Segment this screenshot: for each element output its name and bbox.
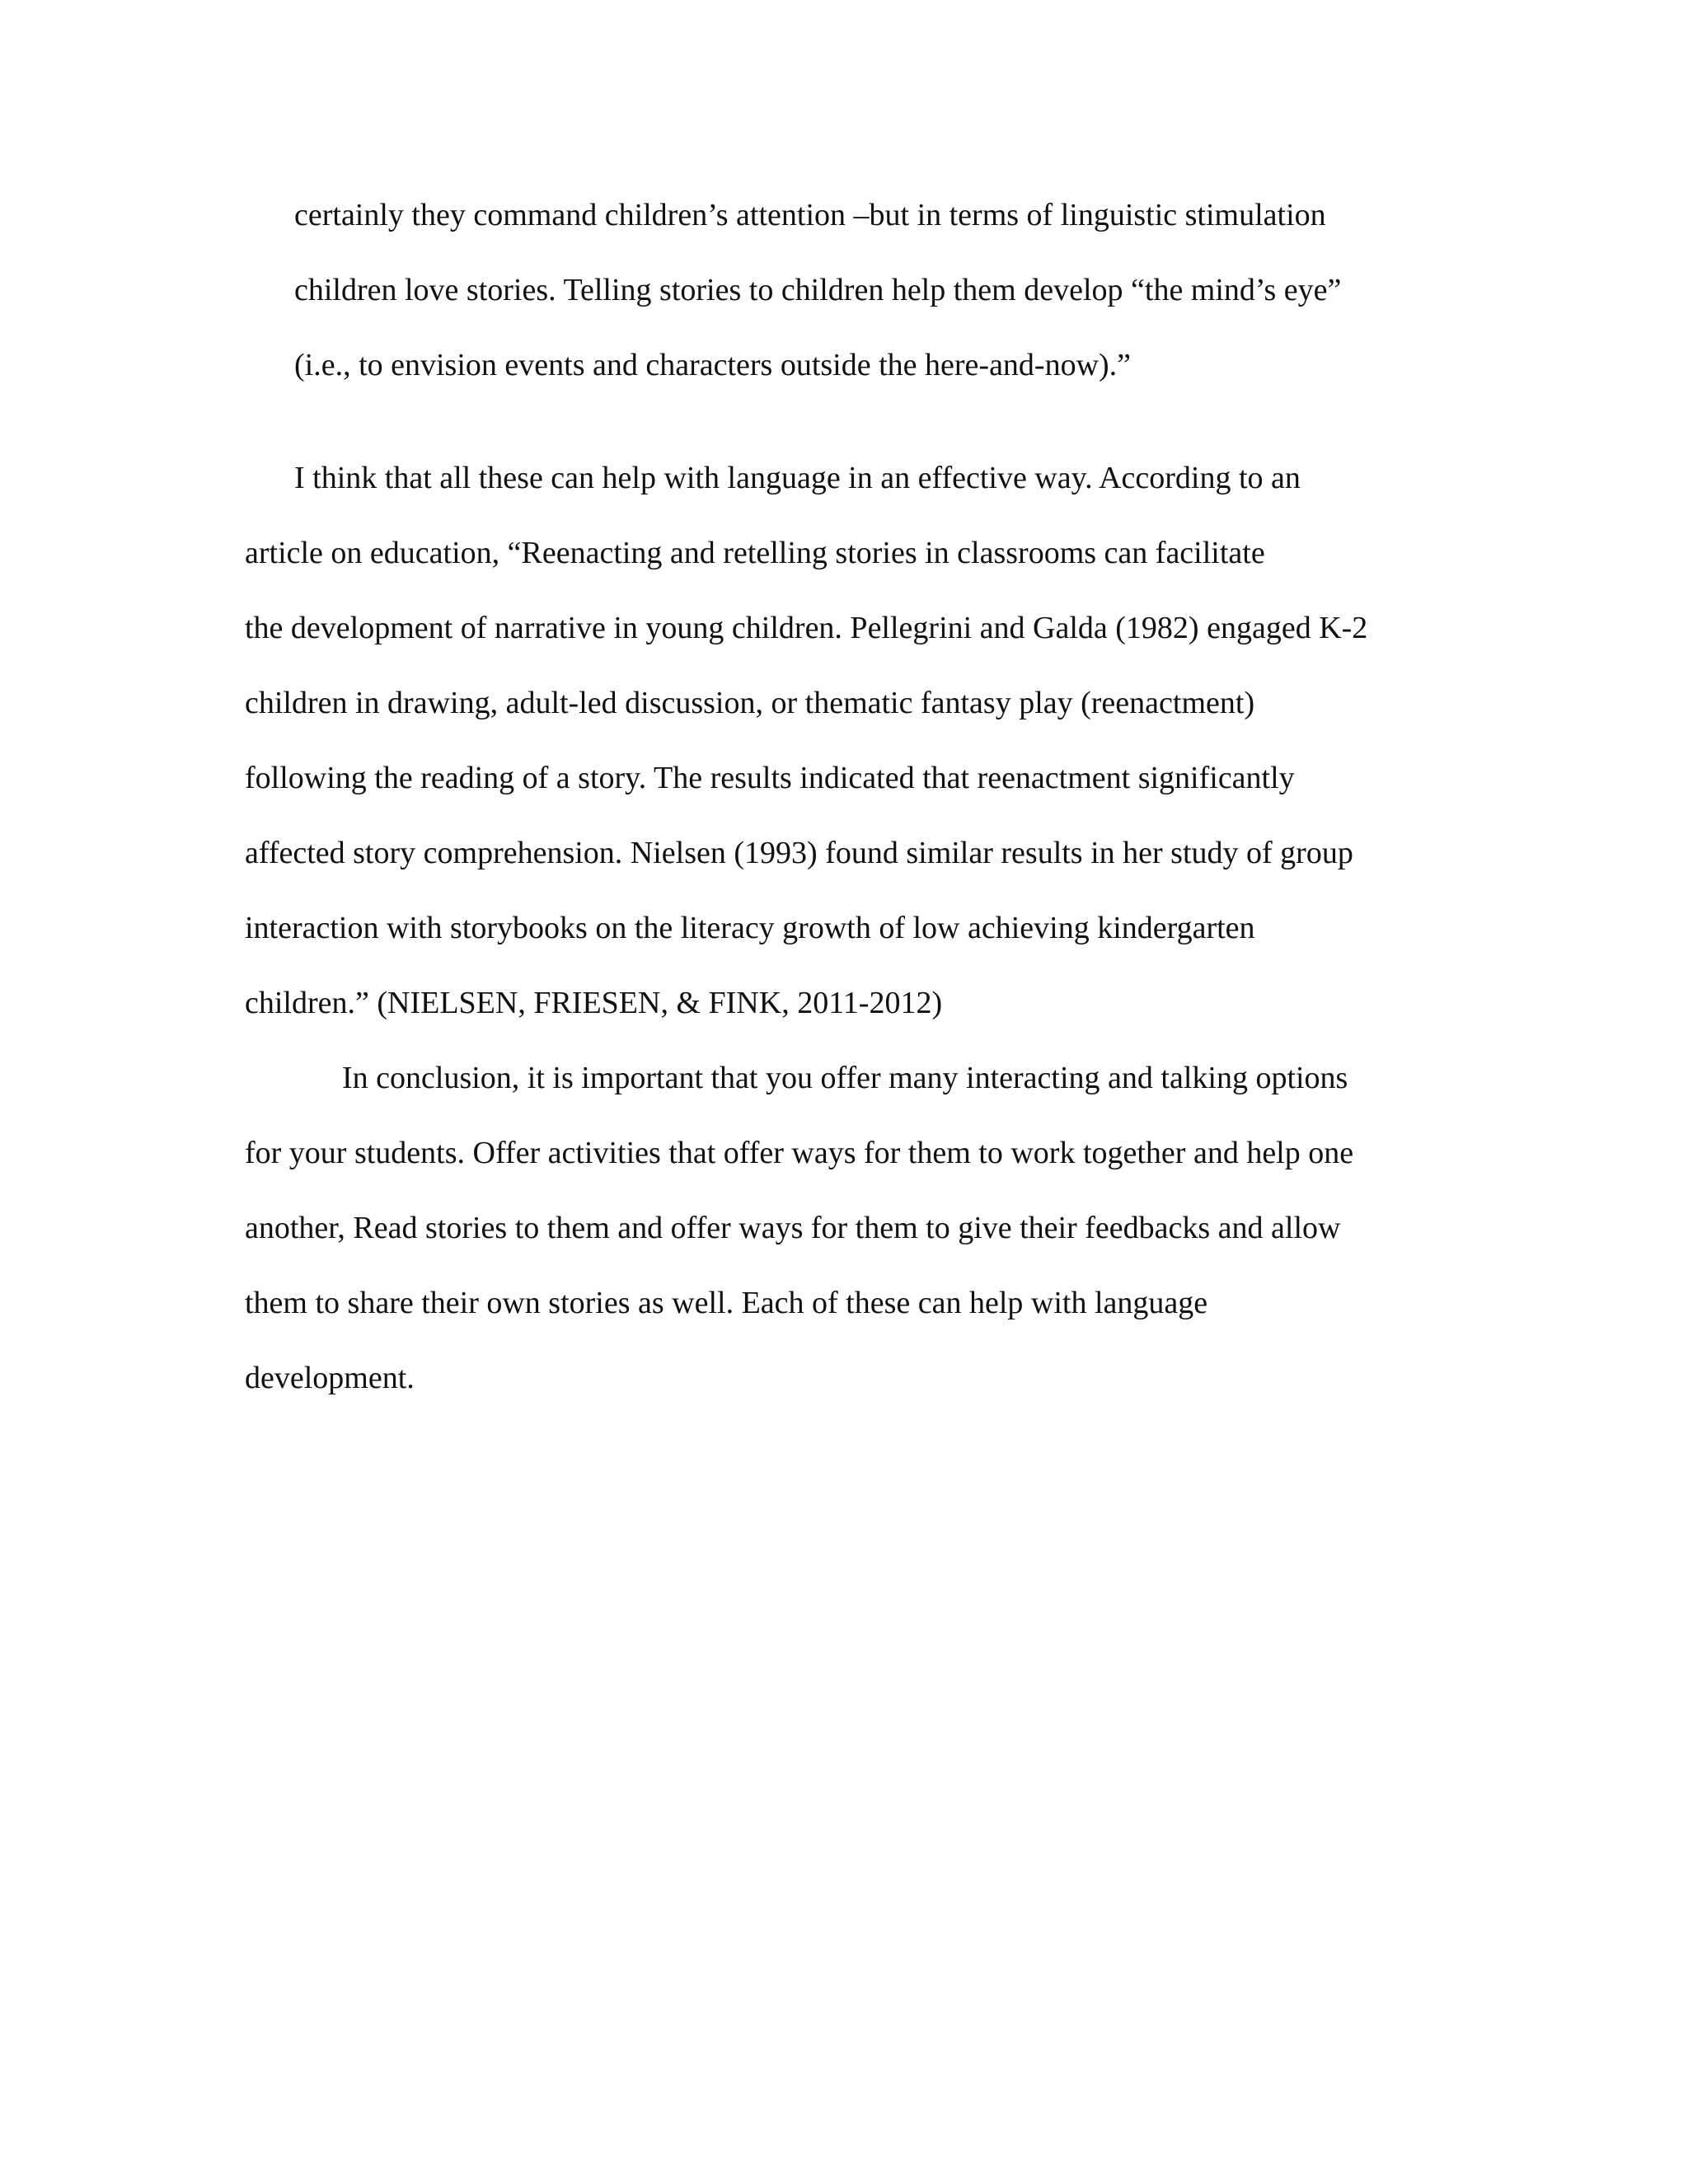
quote-line: certainly they command children’s attention –but in terms of linguistic stimulation: [294, 198, 1326, 232]
quote-line: children love stories. Telling stories to children help them develop “the mind’s eye”: [294, 273, 1342, 307]
paragraph-line: I think that all these can help with language in an effective way. According to an: [294, 461, 1301, 495]
paragraph-line: interaction with storybooks on the literacy growth of low achieving kindergarten: [245, 911, 1255, 945]
paragraph-line: another, Read stories to them and offer ways for them to give their feedbacks and allow: [245, 1211, 1341, 1245]
quote-line: (i.e., to envision events and characters outside the here-and-now).”: [294, 348, 1132, 382]
paragraph-line: the development of narrative in young children. Pellegrini and Galda (1982) engaged K-2: [245, 611, 1368, 645]
paragraph-line: article on education, “Reenacting and retelling stories in classrooms can facilitate: [245, 536, 1265, 570]
paragraph-line: affected story comprehension. Nielsen (1993) found similar results in her study of group: [245, 836, 1353, 870]
paragraph-line: following the reading of a story. The results indicated that reenactment significantly: [245, 761, 1295, 795]
paragraph-line: for your students. Offer activities that offer ways for them to work together and help one: [245, 1136, 1354, 1170]
paragraph-line: children in drawing, adult-led discussion, or thematic fantasy play (reenactment): [245, 686, 1255, 720]
paragraph-line: them to share their own stories as well. Each of these can help with language: [245, 1286, 1208, 1320]
paragraph-line: children.” (NIELSEN, FRIESEN, & FINK, 2011-2012): [245, 986, 943, 1020]
paragraph-line: In conclusion, it is important that you offer many interacting and talking options: [342, 1061, 1348, 1095]
paragraph-line: development.: [245, 1361, 415, 1395]
